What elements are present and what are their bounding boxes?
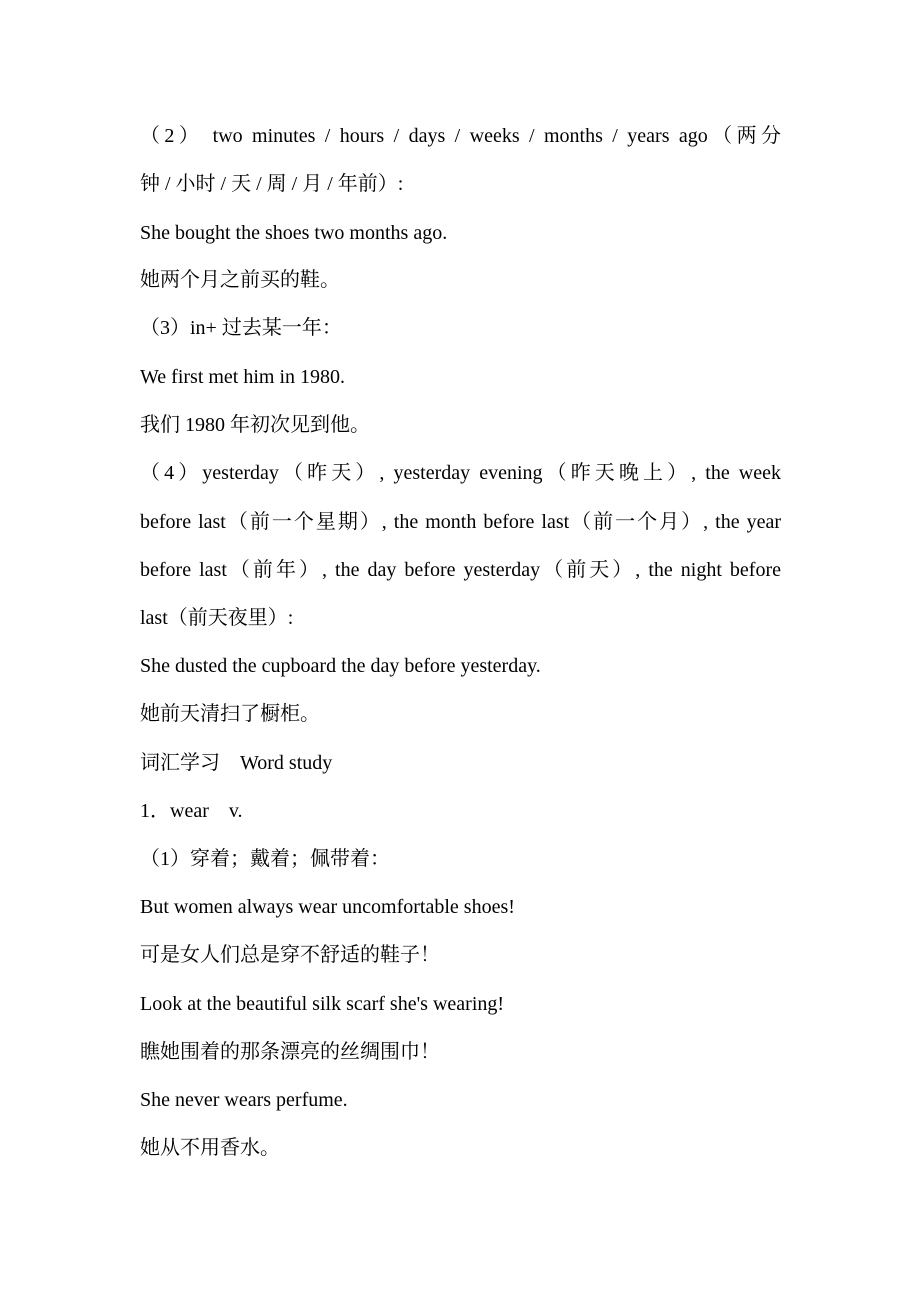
text-line: before last（前一个星期）, the month before last（前一个月）, the year [140,511,781,533]
section-heading: 词汇学习 Word study [140,752,333,774]
text-line: 她前天清扫了橱柜。 [140,703,320,725]
text-line: （4）yesterday（昨天）, yesterday evening（昨天晚上）, the week [140,462,781,484]
text-line: We first met him in 1980. [140,366,346,388]
text-line: last（前天夜里）: [140,607,294,629]
text-line: （3）in+ 过去某一年： [140,317,342,339]
text-line: She bought the shoes two months ago. [140,222,448,244]
text-line: 钟 / 小时 / 天 / 周 / 月 / 年前）: [140,173,404,195]
text-line: 1．wear v. [140,800,243,822]
text-line: （2） two minutes / hours / days / weeks / months / years ago（两分 [140,125,781,147]
text-line: She dusted the cupboard the day before yesterday. [140,655,541,677]
text-line: before last（前年）, the day before yesterday（前天）, the night before [140,559,781,581]
text-line: She never wears perfume. [140,1089,348,1111]
text-line: But women always wear uncomfortable shoes! [140,896,515,918]
text-line: 她两个月之前买的鞋。 [140,269,340,291]
text-line: 我们 1980 年初次见到他。 [140,414,370,436]
text-line: 可是女人们总是穿不舒适的鞋子！ [140,944,440,966]
text-line: （1）穿着；戴着；佩带着： [140,848,390,870]
text-line: Look at the beautiful silk scarf she's wearing! [140,993,505,1015]
text-line: 瞧她围着的那条漂亮的丝绸围巾！ [140,1041,440,1063]
text-line: 她从不用香水。 [140,1137,280,1159]
